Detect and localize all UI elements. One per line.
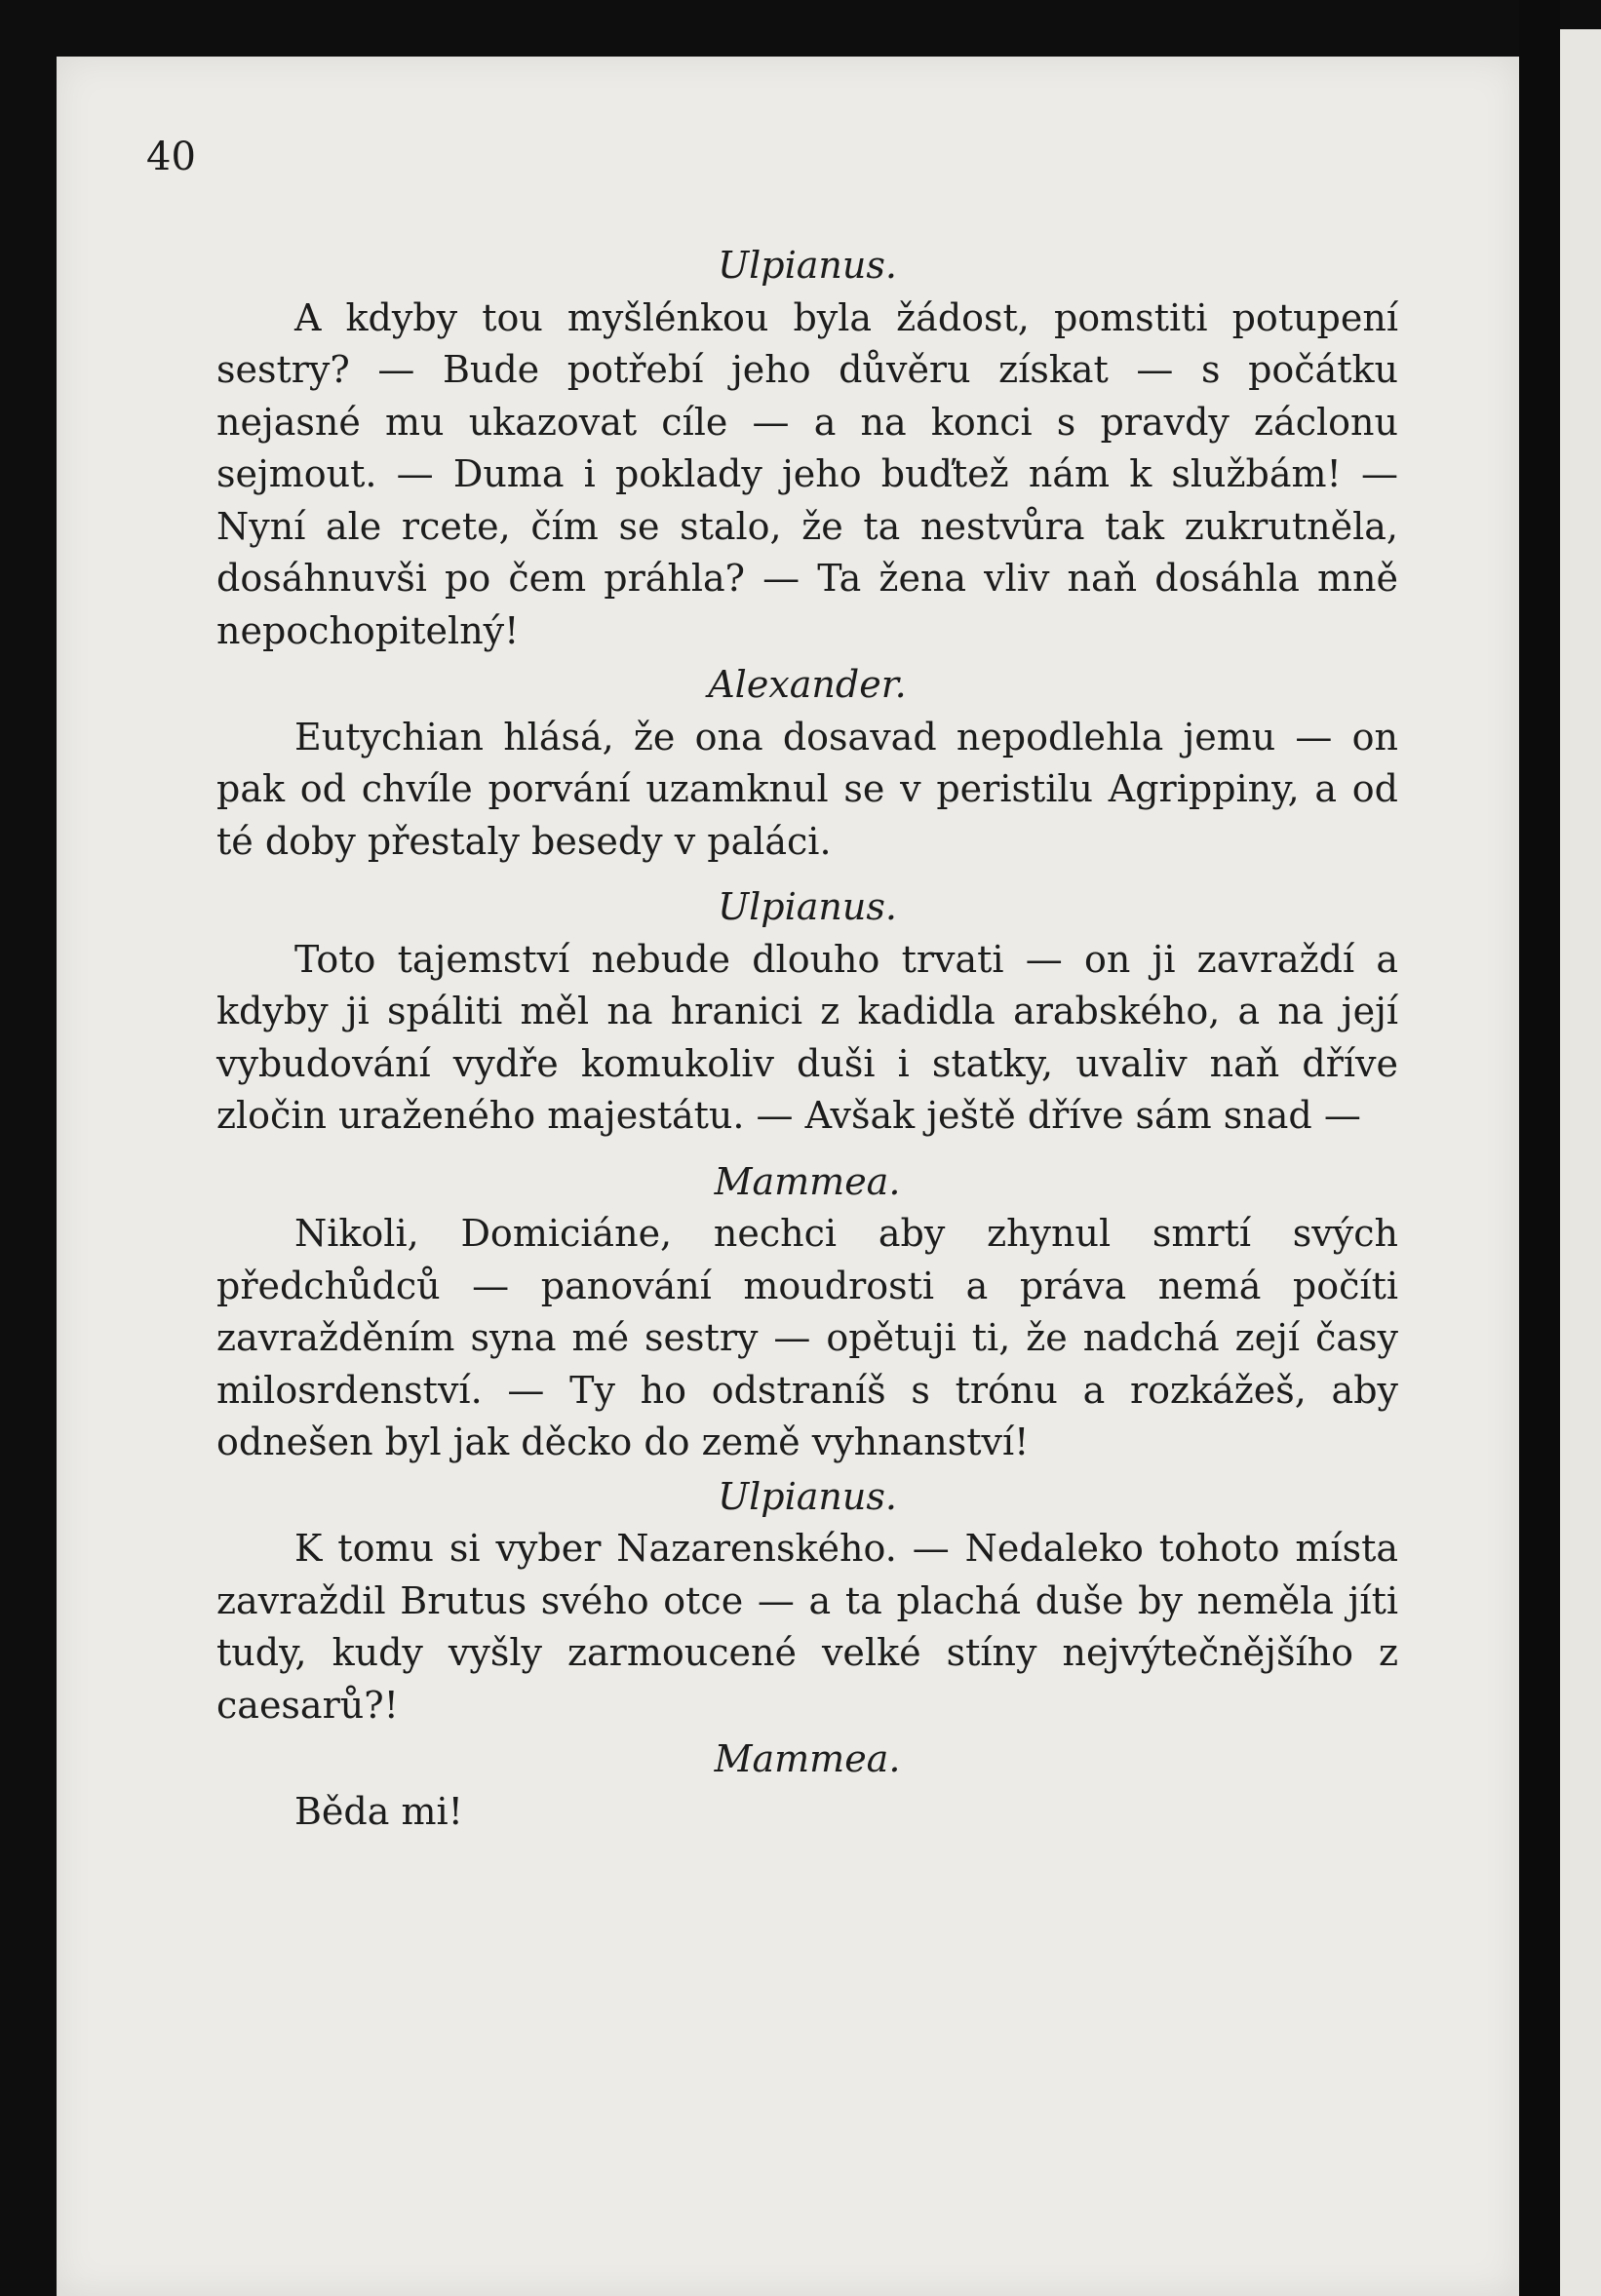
dialogue-paragraph: Eutychian hlásá, že ona dosavad nepodlehla jemu — on pak od chvíle porvání uzamknul se v peristilu Agrippiny, a od té doby přestaly besedy v paláci.: [216, 715, 1398, 863]
dialogue-paragraph: Běda mi!: [294, 1789, 463, 1833]
page-number: 40: [146, 135, 196, 179]
page-gutter: [1519, 0, 1560, 2296]
speaker-name: Mammea.: [714, 1159, 901, 1203]
speaker-name: Alexander.: [708, 663, 907, 706]
play-text: [216, 240, 1398, 1838]
speaker-name: Ulpianus.: [718, 1474, 897, 1518]
speaker-name: Ulpianus.: [718, 244, 897, 287]
dialogue-paragraph: A kdyby tou myšlénkou byla žádost, pomstiti potupení sestry? — Bude potřebí jeho důvěru získat — s počátku nejasné mu ukazovat cíle — a na konci s pravdy záclonu sejmout. — Duma i poklady jeho buďtež nám k službám! — Nyní ale rcete, čím se stalo, že ta nestvůra tak zukrutněla, dosáhnuvši po čem práhla? — Ta žena vliv naň dosáhla mně nepochopitelný!: [216, 295, 1398, 652]
dialogue-paragraph: Toto tajemství nebude dlouho trvati — on ji zavraždí a kdyby ji spáliti měl na hranici z kadidla arabského, a na její vybudování vydře komukoliv duši i statky, uvaliv naň dříve zločin uraženého majestátu. — Avšak ještě dříve sám snad —: [216, 937, 1398, 1137]
dialogue-paragraph: K tomu si vyber Nazarenského. — Nedaleko tohoto místa zavraždil Brutus svého otce — a ta plachá duše by neměla jíti tudy, kudy vyšly zarmoucené velké stíny nejvýtečnějšího z caesarů?!: [216, 1527, 1398, 1727]
dialogue-paragraph: Nikoli, Domiciáne, nechci aby zhynul smrtí svých předchůdců — panování moudrosti a práva nemá počíti zavražděním syna mé sestry — opětuji ti, že nadchá zejí časy milosrdenství. — Ty ho odstraníš s trónu a rozkážeš, aby odnešen byl jak děcko do země vyhnanství!: [216, 1212, 1398, 1463]
next-page-edge: [1560, 29, 1601, 2296]
speaker-name: Ulpianus.: [718, 885, 897, 928]
speaker-name: Mammea.: [714, 1737, 901, 1780]
